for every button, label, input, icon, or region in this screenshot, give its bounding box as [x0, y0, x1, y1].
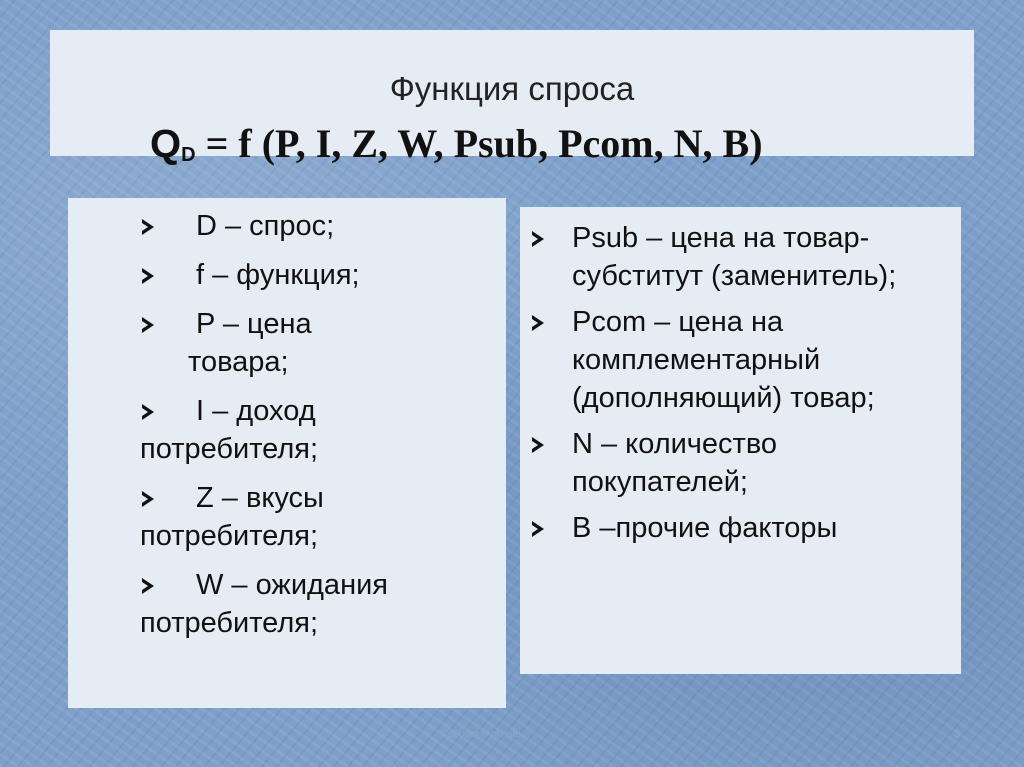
formula-q-subscript: D	[181, 144, 196, 166]
arrowhead-bullet-icon	[142, 403, 156, 421]
arrowhead-bullet-icon	[142, 267, 156, 285]
list-item	[528, 509, 953, 547]
list-item-continuation: товара;	[188, 346, 289, 378]
arrowhead-bullet-icon	[532, 314, 546, 332]
list-item	[140, 305, 500, 381]
slide-footer: Ссылки нужные	[440, 728, 521, 740]
title-box	[50, 30, 974, 166]
arrowhead-bullet-icon	[532, 436, 546, 454]
list-item-continuation: потребителя;	[140, 520, 319, 552]
list-item	[528, 303, 953, 417]
arrowhead-bullet-icon	[142, 490, 156, 508]
list-item-text: B –прочие факторы	[572, 512, 838, 544]
list-item-text: P – цена	[196, 308, 312, 340]
page-number: 3	[954, 728, 961, 740]
list-item-text: f – функция;	[196, 259, 360, 291]
list-item-text: W – ожидания	[196, 569, 388, 601]
list-item	[528, 219, 953, 295]
list-item	[528, 425, 953, 501]
list-item	[140, 479, 500, 555]
left-list	[140, 207, 500, 653]
list-item-text: Psub – цена на товар-субститут (заменитель);	[572, 222, 897, 292]
left-panel	[68, 198, 506, 708]
arrowhead-bullet-icon	[142, 316, 156, 334]
list-item	[140, 392, 500, 468]
list-item-continuation: потребителя;	[140, 433, 319, 465]
demand-formula	[150, 121, 763, 166]
list-item	[140, 256, 500, 294]
list-item-text: I – доход	[196, 395, 316, 427]
list-item	[140, 207, 500, 245]
list-item-text: N – количество покупателей;	[572, 428, 778, 498]
arrowhead-bullet-icon	[532, 520, 546, 538]
slide-title: Функция спроса	[389, 70, 635, 107]
list-item-text: Z – вкусы	[196, 482, 324, 514]
formula-q: Q	[150, 122, 182, 166]
list-item-text: Pcom – цена на комплементарный (дополняющий) товар;	[572, 306, 875, 414]
list-item-continuation: потребителя;	[140, 607, 319, 639]
arrowhead-bullet-icon	[532, 230, 546, 248]
right-panel	[520, 207, 961, 674]
formula-rest: = f (P, I, Z, W, Psub, Pcom, N, B)	[195, 121, 763, 166]
list-item	[140, 566, 500, 642]
right-list	[528, 219, 953, 555]
list-item-text: D – спрос;	[196, 210, 335, 242]
arrowhead-bullet-icon	[142, 577, 156, 595]
arrowhead-bullet-icon	[142, 218, 156, 236]
